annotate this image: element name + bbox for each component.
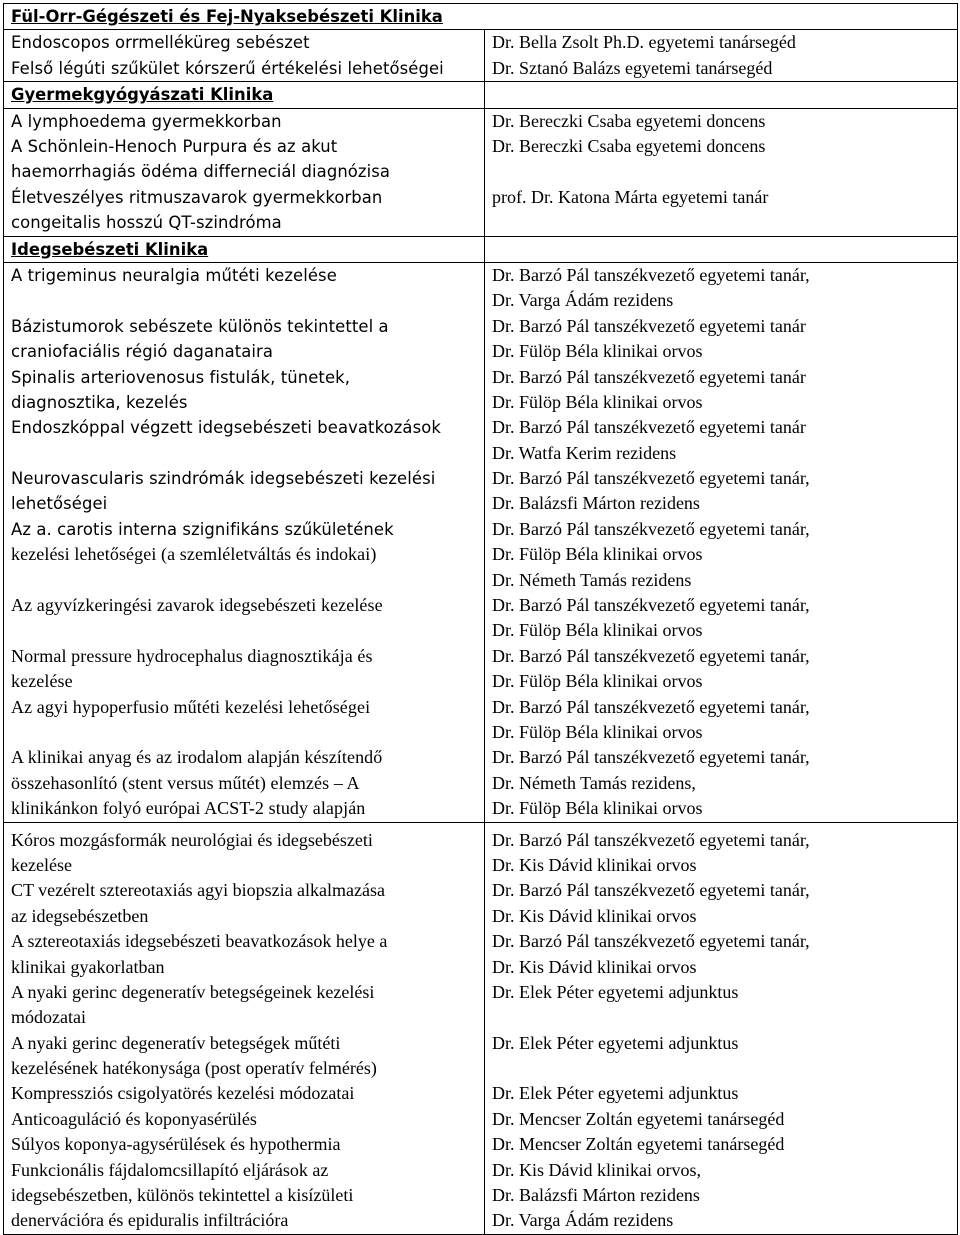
supervisor-line: Dr. Barzó Pál tanszékvezető egyetemi tanár, xyxy=(492,264,810,285)
section-heading-row xyxy=(4,4,958,30)
empty-cell xyxy=(485,82,958,108)
topic-line: Életveszélyes ritmuszavarok gyermekkorban xyxy=(11,187,383,207)
topic-line xyxy=(11,720,478,745)
topic-line: Funkcionális fájdalomcsillapító eljárások az xyxy=(11,1159,329,1180)
topic-line: Spinalis arteriovenosus fistulák, tünetek, xyxy=(11,367,351,387)
topic-line: A nyaki gerinc degeneratív betegségeinek kezelési xyxy=(11,981,375,1002)
topic-line: Felső légúti szűkület kórszerű értékelési lehetőségei xyxy=(11,58,444,78)
supervisor-line: Dr. Barzó Pál tanszékvezető egyetemi tanár, xyxy=(492,829,810,850)
supervisor-line: Dr. Barzó Pál tanszékvezető egyetemi tanár, xyxy=(492,468,810,489)
table-row xyxy=(4,822,958,1234)
supervisor-line: Dr. Bereczki Csaba egyetemi doncens xyxy=(492,135,766,156)
topic-line: Normal pressure hydrocephalus diagnosztikája és xyxy=(11,645,373,666)
section-heading-row xyxy=(4,236,958,262)
topic-cell xyxy=(4,30,485,82)
section-heading: Fül-Orr-Gégészeti és Fej-Nyaksebészeti Klinika xyxy=(4,4,958,30)
topic-line: Az a. carotis interna szignifikáns szűkületének xyxy=(11,519,394,539)
supervisor-line: Dr. Watfa Kerim rezidens xyxy=(492,442,677,463)
topic-line: A Schönlein-Henoch Purpura és az akut xyxy=(11,136,338,156)
topic-line xyxy=(11,288,478,313)
supervisor-line: Dr. Barzó Pál tanszékvezető egyetemi tanár, xyxy=(492,931,810,952)
supervisor-line xyxy=(492,210,951,235)
topic-cell xyxy=(4,822,485,1234)
topic-line xyxy=(11,568,478,593)
topic-line: A sztereotaxiás idegsebészeti beavatkozások helye a xyxy=(11,931,388,952)
topic-line: CT vezérelt sztereotaxiás agyi biopszia alkalmazása xyxy=(11,880,386,901)
supervisor-line xyxy=(492,1005,951,1030)
table-row xyxy=(4,262,958,822)
section-heading: Idegsebészeti Klinika xyxy=(4,236,485,262)
supervisor-line: Dr. Fülöp Béla klinikai orvos xyxy=(492,391,703,412)
topic-line: kezelése xyxy=(11,854,72,875)
supervisor-line: Dr. Barzó Pál tanszékvezető egyetemi tanár, xyxy=(492,747,810,768)
supervisor-cell xyxy=(485,822,958,1234)
supervisor-line: Dr. Kis Dávid klinikai orvos, xyxy=(492,1159,701,1180)
supervisor-line: Dr. Elek Péter egyetemi adjunktus xyxy=(492,981,739,1002)
supervisor-line: Dr. Fülöp Béla klinikai orvos xyxy=(492,341,703,362)
topic-line: Az agyi hypoperfusio műtéti kezelési lehetőségei xyxy=(11,696,371,717)
supervisor-line: Dr. Balázsfi Márton rezidens xyxy=(492,493,700,514)
supervisor-line: prof. Dr. Katona Márta egyetemi tanár xyxy=(492,186,769,207)
topic-line: módozatai xyxy=(11,1007,86,1028)
topic-line: Neurovascularis szindrómák idegsebészeti kezelési xyxy=(11,469,436,489)
topic-line: Súlyos koponya-agysérülések és hypothermia xyxy=(11,1134,341,1155)
supervisor-line: Dr. Fülöp Béla klinikai orvos xyxy=(492,544,703,565)
topic-line: lehetőségei xyxy=(11,494,108,514)
supervisor-line: Dr. Varga Ádám rezidens xyxy=(492,290,674,311)
section-heading: Gyermekgyógyászati Klinika xyxy=(4,82,485,108)
topic-line: A lymphoedema gyermekkorban xyxy=(11,111,282,131)
topic-cell xyxy=(4,262,485,822)
topics-table xyxy=(3,3,958,1235)
supervisor-line: Dr. Németh Tamás rezidens xyxy=(492,569,692,590)
topic-cell xyxy=(4,108,485,236)
supervisor-line: Dr. Bella Zsolt Ph.D. egyetemi tanársegéd xyxy=(492,32,796,53)
topic-line: kezelésének hatékonysága (post operatív felmérés) xyxy=(11,1058,377,1079)
supervisor-line: Dr. Mencser Zoltán egyetemi tanársegéd xyxy=(492,1134,785,1155)
supervisor-line: Dr. Barzó Pál tanszékvezető egyetemi tanár, xyxy=(492,645,810,666)
supervisor-line: Dr. Fülöp Béla klinikai orvos xyxy=(492,798,703,819)
table-row xyxy=(4,108,958,236)
topic-line: Endoscopos orrmelléküreg sebészet xyxy=(11,33,310,53)
supervisor-line: Dr. Kis Dávid klinikai orvos xyxy=(492,905,697,926)
topic-line: Anticoaguláció és koponyasérülés xyxy=(11,1108,257,1129)
topic-line: Endoszkóppal végzett idegsebészeti beavatkozások xyxy=(11,418,441,438)
topic-line: diagnosztika, kezelés xyxy=(11,392,188,412)
supervisor-line: Dr. Barzó Pál tanszékvezető egyetemi tanár xyxy=(492,315,806,336)
supervisor-cell xyxy=(485,30,958,82)
supervisor-line: Dr. Kis Dávid klinikai orvos xyxy=(492,956,697,977)
supervisor-line: Dr. Barzó Pál tanszékvezető egyetemi tanár xyxy=(492,366,806,387)
topic-line: A nyaki gerinc degeneratív betegségek műtéti xyxy=(11,1032,341,1053)
supervisor-line: Dr. Barzó Pál tanszékvezető egyetemi tanár, xyxy=(492,696,810,717)
topic-line xyxy=(11,441,478,466)
supervisor-line: Dr. Fülöp Béla klinikai orvos xyxy=(492,721,703,742)
topic-line: Kompressziós csigolyatörés kezelési módozatai xyxy=(11,1083,355,1104)
topic-line: kezelési lehetőségei (a szemléletváltás és indokai) xyxy=(11,544,377,565)
topic-line: Kóros mozgásformák neurológiai és idegsebészeti xyxy=(11,829,373,850)
supervisor-line: Dr. Sztanó Balázs egyetemi tanársegéd xyxy=(492,57,773,78)
supervisor-line: Dr. Elek Péter egyetemi adjunktus xyxy=(492,1032,739,1053)
supervisor-line: Dr. Barzó Pál tanszékvezető egyetemi tanár xyxy=(492,417,806,438)
supervisor-line: Dr. Kis Dávid klinikai orvos xyxy=(492,854,697,875)
supervisor-line: Dr. Barzó Pál tanszékvezető egyetemi tanár, xyxy=(492,518,810,539)
topic-line: A trigeminus neuralgia műtéti kezelése xyxy=(11,265,337,285)
topic-line: összehasonlító (stent versus műtét) elemzés – A xyxy=(11,772,360,793)
topic-line xyxy=(11,618,478,643)
section-heading-row xyxy=(4,82,958,108)
topic-line: Az agyvízkeringési zavarok idegsebészeti kezelése xyxy=(11,595,383,616)
supervisor-line: Dr. Barzó Pál tanszékvezető egyetemi tanár, xyxy=(492,595,810,616)
topic-line: idegsebészetben, különös tekintettel a kisízületi xyxy=(11,1185,354,1206)
supervisor-line xyxy=(492,159,951,184)
topic-line: Bázistumorok sebészete különös tekintettel a xyxy=(11,316,389,336)
supervisor-line: Dr. Varga Ádám rezidens xyxy=(492,1210,674,1231)
supervisor-line: Dr. Fülöp Béla klinikai orvos xyxy=(492,620,703,641)
topic-line: craniofaciális régió daganataira xyxy=(11,342,274,362)
supervisor-cell xyxy=(485,108,958,236)
topic-line: congeitalis hosszú QT-szindróma xyxy=(11,213,282,233)
supervisor-line: Dr. Fülöp Béla klinikai orvos xyxy=(492,671,703,692)
supervisor-line: Dr. Elek Péter egyetemi adjunktus xyxy=(492,1083,739,1104)
supervisor-line xyxy=(492,1056,951,1081)
supervisor-line: Dr. Mencser Zoltán egyetemi tanársegéd xyxy=(492,1108,785,1129)
topic-line: klinikai gyakorlatban xyxy=(11,956,165,977)
supervisor-line: Dr. Németh Tamás rezidens, xyxy=(492,772,696,793)
topic-line: az idegsebészetben xyxy=(11,905,149,926)
empty-cell xyxy=(485,236,958,262)
supervisor-line: Dr. Bereczki Csaba egyetemi doncens xyxy=(492,110,766,131)
table-row xyxy=(4,30,958,82)
supervisor-line: Dr. Barzó Pál tanszékvezető egyetemi tanár, xyxy=(492,880,810,901)
supervisor-cell xyxy=(485,262,958,822)
topic-line: haemorrhagiás ödéma differneciál diagnózisa xyxy=(11,162,391,182)
topic-line: denervációra és epiduralis infiltrációra xyxy=(11,1210,289,1231)
topic-line: A klinikai anyag és az irodalom alapján készítendő xyxy=(11,747,383,768)
topic-line: klinikánkon folyó európai ACST-2 study alapján xyxy=(11,798,366,819)
topic-line: kezelése xyxy=(11,671,73,692)
supervisor-line: Dr. Balázsfi Márton rezidens xyxy=(492,1185,700,1206)
